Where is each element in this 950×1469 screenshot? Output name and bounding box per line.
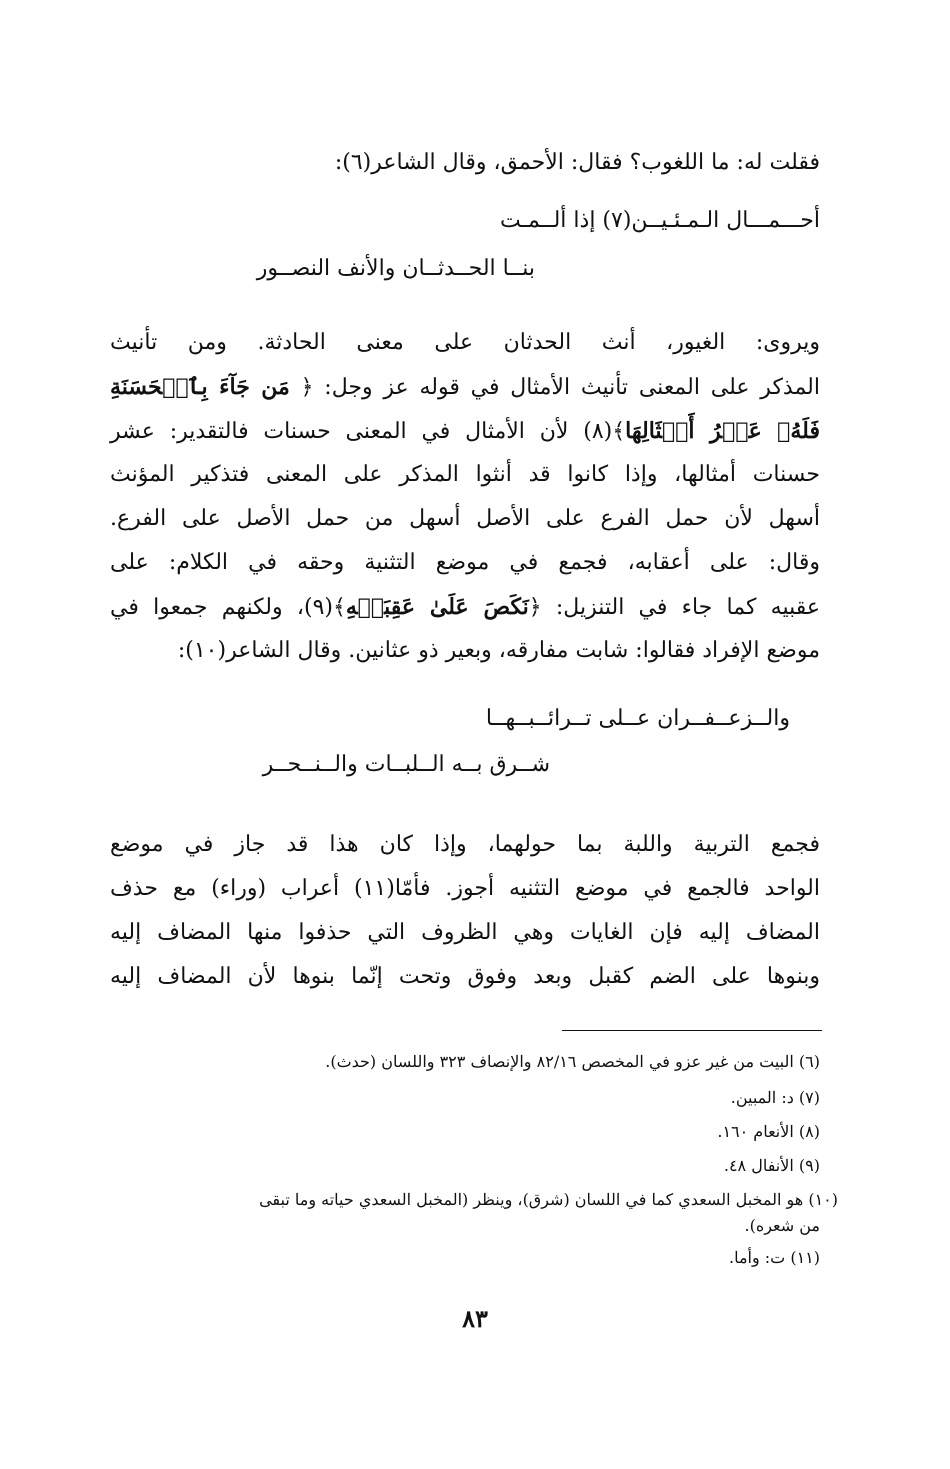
p2-line-7-text-b: ﴾(٩)، ولكنهم جمعوا في [110,595,346,620]
footnote-10-continued: من شعره). [744,1216,820,1235]
p3-line-2: الواحد فالجمع في موضع التثنيه أجوز. فأمّا(١١) أعراب (وراء) مع حذف [110,876,820,901]
quran-quote-2: نَكَصَ عَلَىٰ عَقِبَيۡهِ [345,594,529,620]
footnote-11: (١١) ت: وأما. [728,1248,820,1267]
verse2-hemistich1: والــزعــفــران عــلى تــرائــبــهــا [485,706,790,731]
p2-line-4: حسنات أمثالها، وإذا كانوا قد أنثوا المذكر على المعنى فتذكير المؤنث [110,462,821,487]
footnote-separator [562,1030,822,1031]
p2-line-3-text: ﴾(٨) لأن الأمثال في المعنى حسنات فالتقدير: عشر [110,419,626,444]
p2-line-8: موضع الإفراد فقالوا: شابت مفارقه، وبعير ذو عثانين. وقال الشاعر(١٠): [177,638,820,663]
p2-line-7 [110,594,820,620]
footnote-10: (١٠) هو المخبل السعدي كما في اللسان (شرق)، وينظر (المخبل السعدي حياته وما تبقى [259,1190,838,1209]
p3-line-3: المضاف إليه فإن الغايات وهي الظروف التي حذفوا منها المضاف إليه [110,920,820,945]
footnote-7: (٧) د: المبين. [730,1088,820,1107]
p2-line-6: وقال: على أعقابه، فجمع في موضع التثنية وحقه في الكلام: على [110,550,820,575]
p2-line-1: ويروى: الغيور، أنث الحدثان على معنى الحادثة. ومن تأنيث [110,330,820,355]
p2-line-2-text: المذكر على المعنى تأنيث الأمثال في قوله عز وجل: ﴿ [300,375,821,400]
verse1-hemistich1: أحـــمـــال الـمـئـيــن(٧) إذا ألــمـت [499,208,820,233]
p2-line-2 [110,374,820,400]
p2-line-5: أسهل لأن حمل الفرع على الأصل أسهل من حمل الأصل على الفرع. [110,506,820,531]
intro-text: فقلت له: ما اللغوب؟ فقال: الأحمق، وقال الشاعر(٦): [334,150,820,175]
verse1-hemistich2: بنــا الحــدثــان والأنف النصــور [256,256,535,281]
page-number: ٨٣ [462,1304,488,1333]
p3-line-4: وبنوها على الضم كقبل وبعد وفوق وتحت إنّما بنوها لأن المضاف إليه [110,964,820,989]
p2-line-7-text-a: عقبيه كما جاء في التنزيل: ﴿ [528,595,820,620]
footnote-9: (٩) الأنفال ٤٨. [723,1156,820,1175]
quran-quote-1b: فَلَهُۥ عَشۡرُ أَمۡثَالِهَا [625,418,820,444]
verse2-hemistich2: شــرق بــه الــلبــات والــنــحــر [262,752,550,777]
p3-line-1: فجمع التربية واللبة بما حولهما، وإذا كان هذا قد جاز في موضع [110,832,820,857]
p2-line-3 [110,418,820,444]
quran-quote-1a: مَن جَآءَ بِٱلۡحَسَنَةِ [110,374,290,400]
footnote-8: (٨) الأنعام ١٦٠. [717,1122,820,1141]
footnote-6: (٦) البيت من غير عزو في المخصص ٨٢/١٦ والإنصاف ٣٢٣ واللسان (حدث). [325,1052,820,1071]
